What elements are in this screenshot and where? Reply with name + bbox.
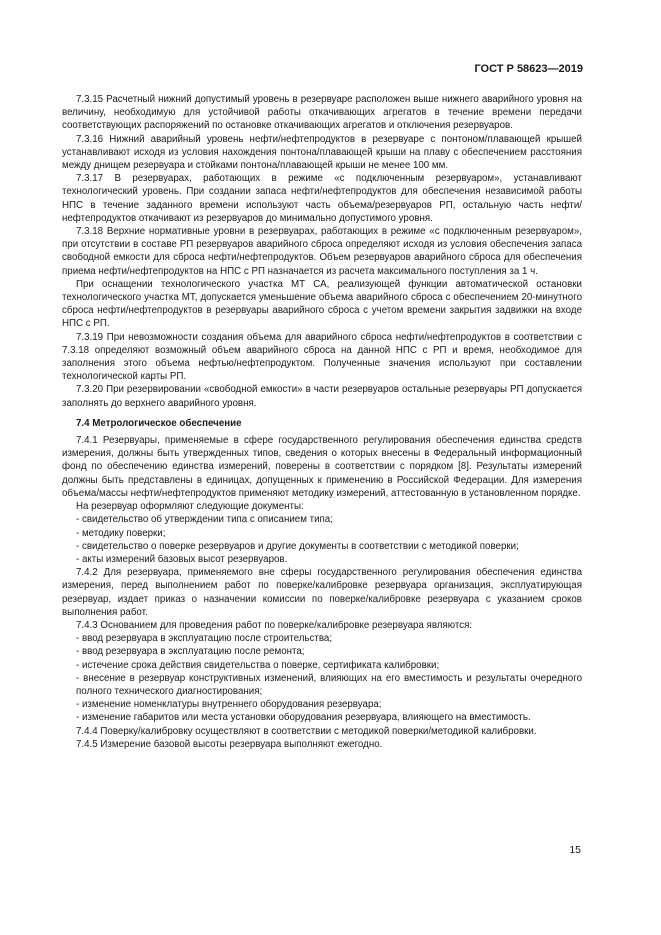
paragraph-7-3-15: 7.3.15 Расчетный нижний допустимый уровень в резервуаре расположен выше нижнего аварийного уровня на величину, необходимую для устойчивой работы откачивающих агрегатов в течение времени передачи соответствующих распоряжений по остановке откачивающих агрегатов и отключения резервуаров. <box>62 94 582 132</box>
section-heading-7-4: 7.4 Метрологическое обеспечение <box>76 417 242 429</box>
paragraph-documents-intro: На резервуар оформляют следующие документы: <box>76 501 304 513</box>
reasons-list-item: - изменение номенклатуры внутреннего оборудования резервуара; <box>76 699 382 711</box>
documents-list-item: - свидетельство о поверке резервуаров и другие документы в соответствии с методикой поверки; <box>76 540 519 552</box>
reasons-list-item: - изменение габаритов или места установки оборудования резервуара, влияющего на вместимость. <box>76 712 531 724</box>
documents-list-item: - акты измерений базовых высот резервуаров. <box>76 553 288 565</box>
paragraph-7-3-17: 7.3.17 В резервуарах, работающих в режиме «с подключенным резервуаром», устанавливают технологический уровень. При создании запаса нефти/нефтепродуктов для обеспечения независимой работы НПС в течение заданного времени используют часть объема/резервуаров РП, остальную часть нефти/нефтепродуктов откачивают из резервуаров до минимально допустимого уровня. <box>62 173 582 224</box>
document-id-header: ГОСТ Р 58623—2019 <box>474 63 583 75</box>
documents-list-item: - методику поверки; <box>76 527 166 539</box>
paragraph-7-4-2: 7.4.2 Для резервуара, применяемого вне сферы государственного регулирования обеспечения единства измерения, перед выполнением работ по поверке/калибровке резервуара организация, эксплуатирующая резервуар, издает приказ о назначении комиссии по поверке/калибровке резервуара с указанием сроков выполнения работ. <box>62 567 582 618</box>
paragraph-7-4-1: 7.4.1 Резервуары, применяемые в сфере государственного регулирования обеспечения единства средств измерения, должны быть утвержденных типов, сведения о которых внесены в Федеральный информационный фонд по обеспечению единства измерений, поверены в соответствии с порядком [8]. Результаты измерений должны быть представлены в единицах, допущенных к применению в Российской Федерации. Для измерения объема/массы нефти/нефтепродуктов применяют методику измерений, аттестованную в установленном порядке. <box>62 435 582 499</box>
page-number: 15 <box>569 844 581 856</box>
paragraph-7-4-3: 7.4.3 Основанием для проведения работ по поверке/калибровке резервуара являются: <box>76 619 473 631</box>
paragraph-7-3-18-continued: При оснащении технологического участка МТ СА, реализующей функции автоматической остановки технологического участка МТ, допускается уменьшение объема аварийного сброса с обеспечением 20-минутного сброса нефти/нефтепродуктов в резервуары аварийного сброса с учетом времени закрытия задвижки на входе НПС с РП. <box>62 278 582 330</box>
paragraph-7-3-19: 7.3.19 При невозможности создания объема для аварийного сброса нефти/нефтепродуктов в соответствии с 7.3.18 определяют возможный объем аварийного сброса на данной НПС с РП и время, необходимое для заполнения этого объема нефтью/нефтепродуктом. Полученные значения используют при составлении технологической карты РП. <box>62 331 582 383</box>
documents-list-item: - свидетельство об утверждении типа с описанием типа; <box>76 514 333 526</box>
reasons-list-item: - ввод резервуара в эксплуатацию после строительства; <box>76 633 333 645</box>
reasons-list-item: - ввод резервуара в эксплуатацию после ремонта; <box>76 646 305 658</box>
document-body <box>62 93 582 751</box>
paragraph-7-3-20: 7.3.20 При резервировании «свободной емкости» в части резервуаров остальные резервуары РП допускается заполнять до верхнего аварийного уровня. <box>62 384 582 409</box>
paragraph-7-4-5: 7.4.5 Измерение базовой высоты резервуара выполняют ежегодно. <box>76 738 383 750</box>
reasons-list-item: - внесение в резервуар конструктивных изменений, влияющих на его вместимость и результаты очередного полного технического диагностирования; <box>76 672 582 697</box>
paragraph-7-3-18: 7.3.18 Верхние нормативные уровни в резервуарах, работающих в режиме «с подключенным резервуаром», при отсутствии в составе РП резервуаров аварийного сброса определяют исходя из условия обеспечения запаса свободной емкости для сброса нефти/нефтепродуктов. Объем резервуаров аварийного сброса для обеспечения приема нефти/нефтепродуктов на НПС с РП назначается из расчета максимального поступления за 1 ч. <box>62 226 582 277</box>
paragraph-7-4-4: 7.4.4 Поверку/калибровку осуществляют в соответствии с методикой поверки/методикой калибровки. <box>76 725 537 737</box>
reasons-list-item: - истечение срока действия свидетельства о поверке, сертификата калибровки; <box>76 659 440 671</box>
paragraph-7-3-16: 7.3.16 Нижний аварийный уровень нефти/нефтепродуктов в резервуаре с понтоном/плавающей крышей устанавливают исходя из условия нахождения понтона/плавающей крыши на плаву с обеспечением расстояния между днищем резервуара и стойками понтона/плавающей крыши не менее 100 мм. <box>62 133 582 172</box>
